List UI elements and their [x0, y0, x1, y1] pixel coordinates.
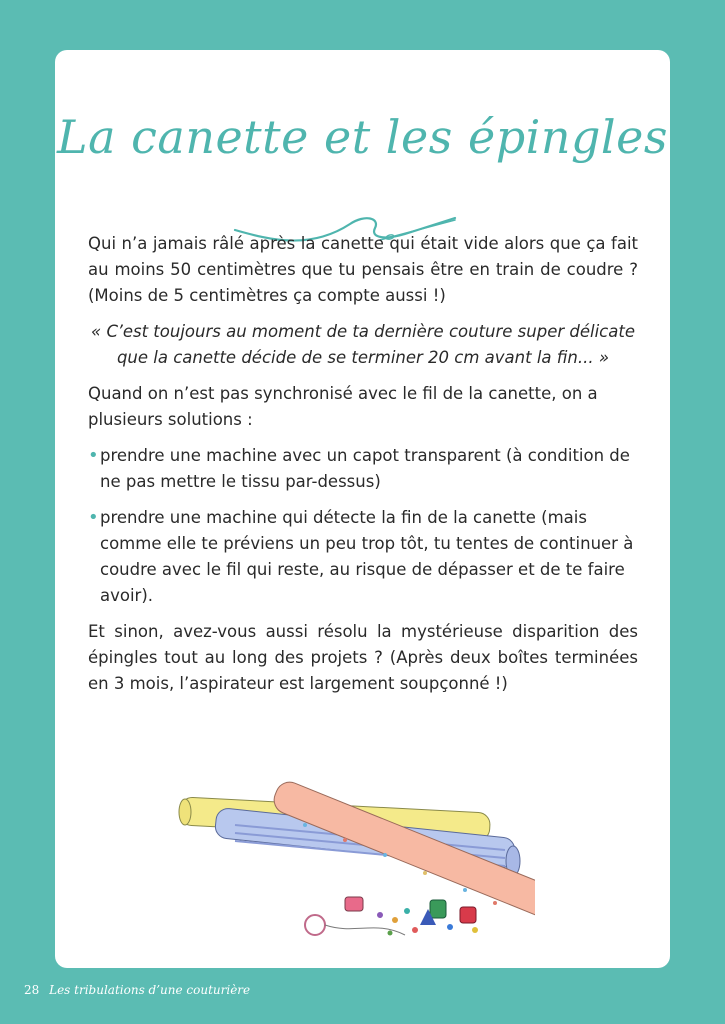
page-footer: [24, 983, 250, 997]
bullet-item: [88, 443, 638, 495]
intro-paragraph: Qui n’a jamais râlé après la canette qui était vide alors que ça fait au moins 50 centimètres que tu pensais être en train de coudre ? (Moins de 5 centimètres ça compte aussi !): [88, 234, 638, 305]
page-title: La canette et les épingles: [57, 110, 668, 164]
closing-paragraph: Et sinon, avez-vous aussi résolu la mystérieuse disparition des épingles tout au long des projets ? (Après deux boîtes terminées en 3 mois, l’aspirateur est largement soupçonné !): [88, 622, 638, 693]
bullet-dot-icon: •: [88, 507, 99, 528]
body-text: [88, 231, 638, 707]
lead-paragraph: Quand on n’est pas synchronisé avec le fil de la canette, on a plusieurs solutions :: [88, 384, 598, 429]
book-title: Les tribulations d’une couturière: [49, 983, 251, 997]
bullet-item: [88, 505, 638, 609]
page-number: 28: [24, 983, 40, 997]
quote-paragraph: « C’est toujours au moment de ta dernière couture super délicate que la canette décide de se terminer 20 cm avant la fin... »: [91, 322, 635, 367]
sewing-notions: [305, 897, 478, 936]
bullet-dot-icon: •: [88, 445, 99, 466]
fabric-rolls-illustration: [175, 775, 535, 945]
bullet-text: prendre une machine qui détecte la fin de la canette (mais comme elle te préviens un peu trop tôt, tu tentes de continuer à coudre avec le fil qui reste, au risque de dépasser et de te faire avoir).: [100, 508, 634, 605]
page-card: [55, 50, 670, 968]
bullet-text: prendre une machine avec un capot transparent (à condition de ne pas mettre le tissu par-dessus): [100, 446, 630, 491]
